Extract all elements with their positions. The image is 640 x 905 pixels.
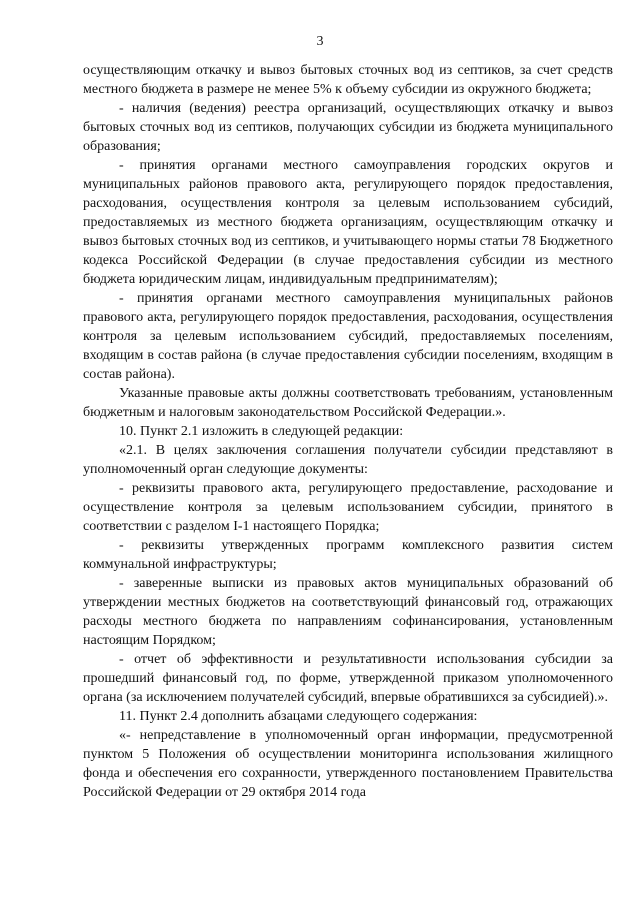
paragraph: - реквизиты правового акта, регулирующего предоставление, расходование и осуществление контроля за целевым использованием субсидии, принятого в соответствии с разделом I-1 настоящего Порядка;	[83, 481, 613, 534]
page-number: 3	[316, 34, 324, 49]
paragraph: 10. Пункт 2.1 изложить в следующей редакции:	[119, 424, 404, 439]
document-body	[83, 61, 613, 802]
paragraph: - принятия органами местного самоуправления муниципальных районов правового акта, регулирующего порядок предоставления, расходования, осуществления контроля за целевым использованием субсидий, предоставляемых поселениям, входящим в состав района (в случае предоставления субсидии поселениям, входящим в состав района).	[83, 291, 613, 382]
paragraph: - принятия органами местного самоуправления городских округов и муниципальных районов правового акта, регулирующего порядок предоставления, расходования, осуществления контроля за целевым использованием субсидий, предоставляемых из местного бюджета организациям, осуществляющим откачку и вывоз бытовых сточных вод из септиков, и учитывающего нормы статьи 78 Бюджетного кодекса Российской Федерации (в случае предоставления субсидии из местного бюджета юридическим лицам, индивидуальным предпринимателям);	[83, 158, 613, 287]
paragraph: - отчет об эффективности и результативности использования субсидии за прошедший финансовый год, по форме, утвержденной приказом уполномоченного органа (за исключением получателей субсидий, впервые обратившихся за субсидией).».	[83, 652, 613, 705]
paragraph: - наличия (ведения) реестра организаций, осуществляющих откачку и вывоз бытовых сточных вод из септиков, получающих субсидии из бюджета муниципального образования;	[83, 101, 613, 154]
paragraph: «2.1. В целях заключения соглашения получатели субсидии представляют в уполномоченный орган следующие документы:	[83, 443, 613, 477]
paragraph: «- непредставление в уполномоченный орган информации, предусмотренной пунктом 5 Положения об осуществлении мониторинга использования жилищного фонда и обеспечения его сохранности, утвержденного постановлением Правительства Российской Федерации от 29 октября 2014 года	[83, 728, 613, 800]
paragraph: 11. Пункт 2.4 дополнить абзацами следующего содержания:	[119, 709, 478, 724]
paragraph: осуществляющим откачку и вывоз бытовых сточных вод из септиков, за счет средств местного бюджета в размере не менее 5% к объему субсидии из окружного бюджета;	[83, 63, 613, 97]
paragraph: - реквизиты утвержденных программ комплексного развития систем коммунальной инфраструктуры;	[83, 538, 613, 572]
paragraph: Указанные правовые акты должны соответствовать требованиям, установленным бюджетным и налоговым законодательством Российской Федерации.».	[83, 386, 613, 420]
paragraph: - заверенные выписки из правовых актов муниципальных образований об утверждении местных бюджетов на соответствующий финансовый год, отражающих расходы местного бюджета по направлениям софинансирования, установленным настоящим Порядком;	[83, 576, 613, 648]
